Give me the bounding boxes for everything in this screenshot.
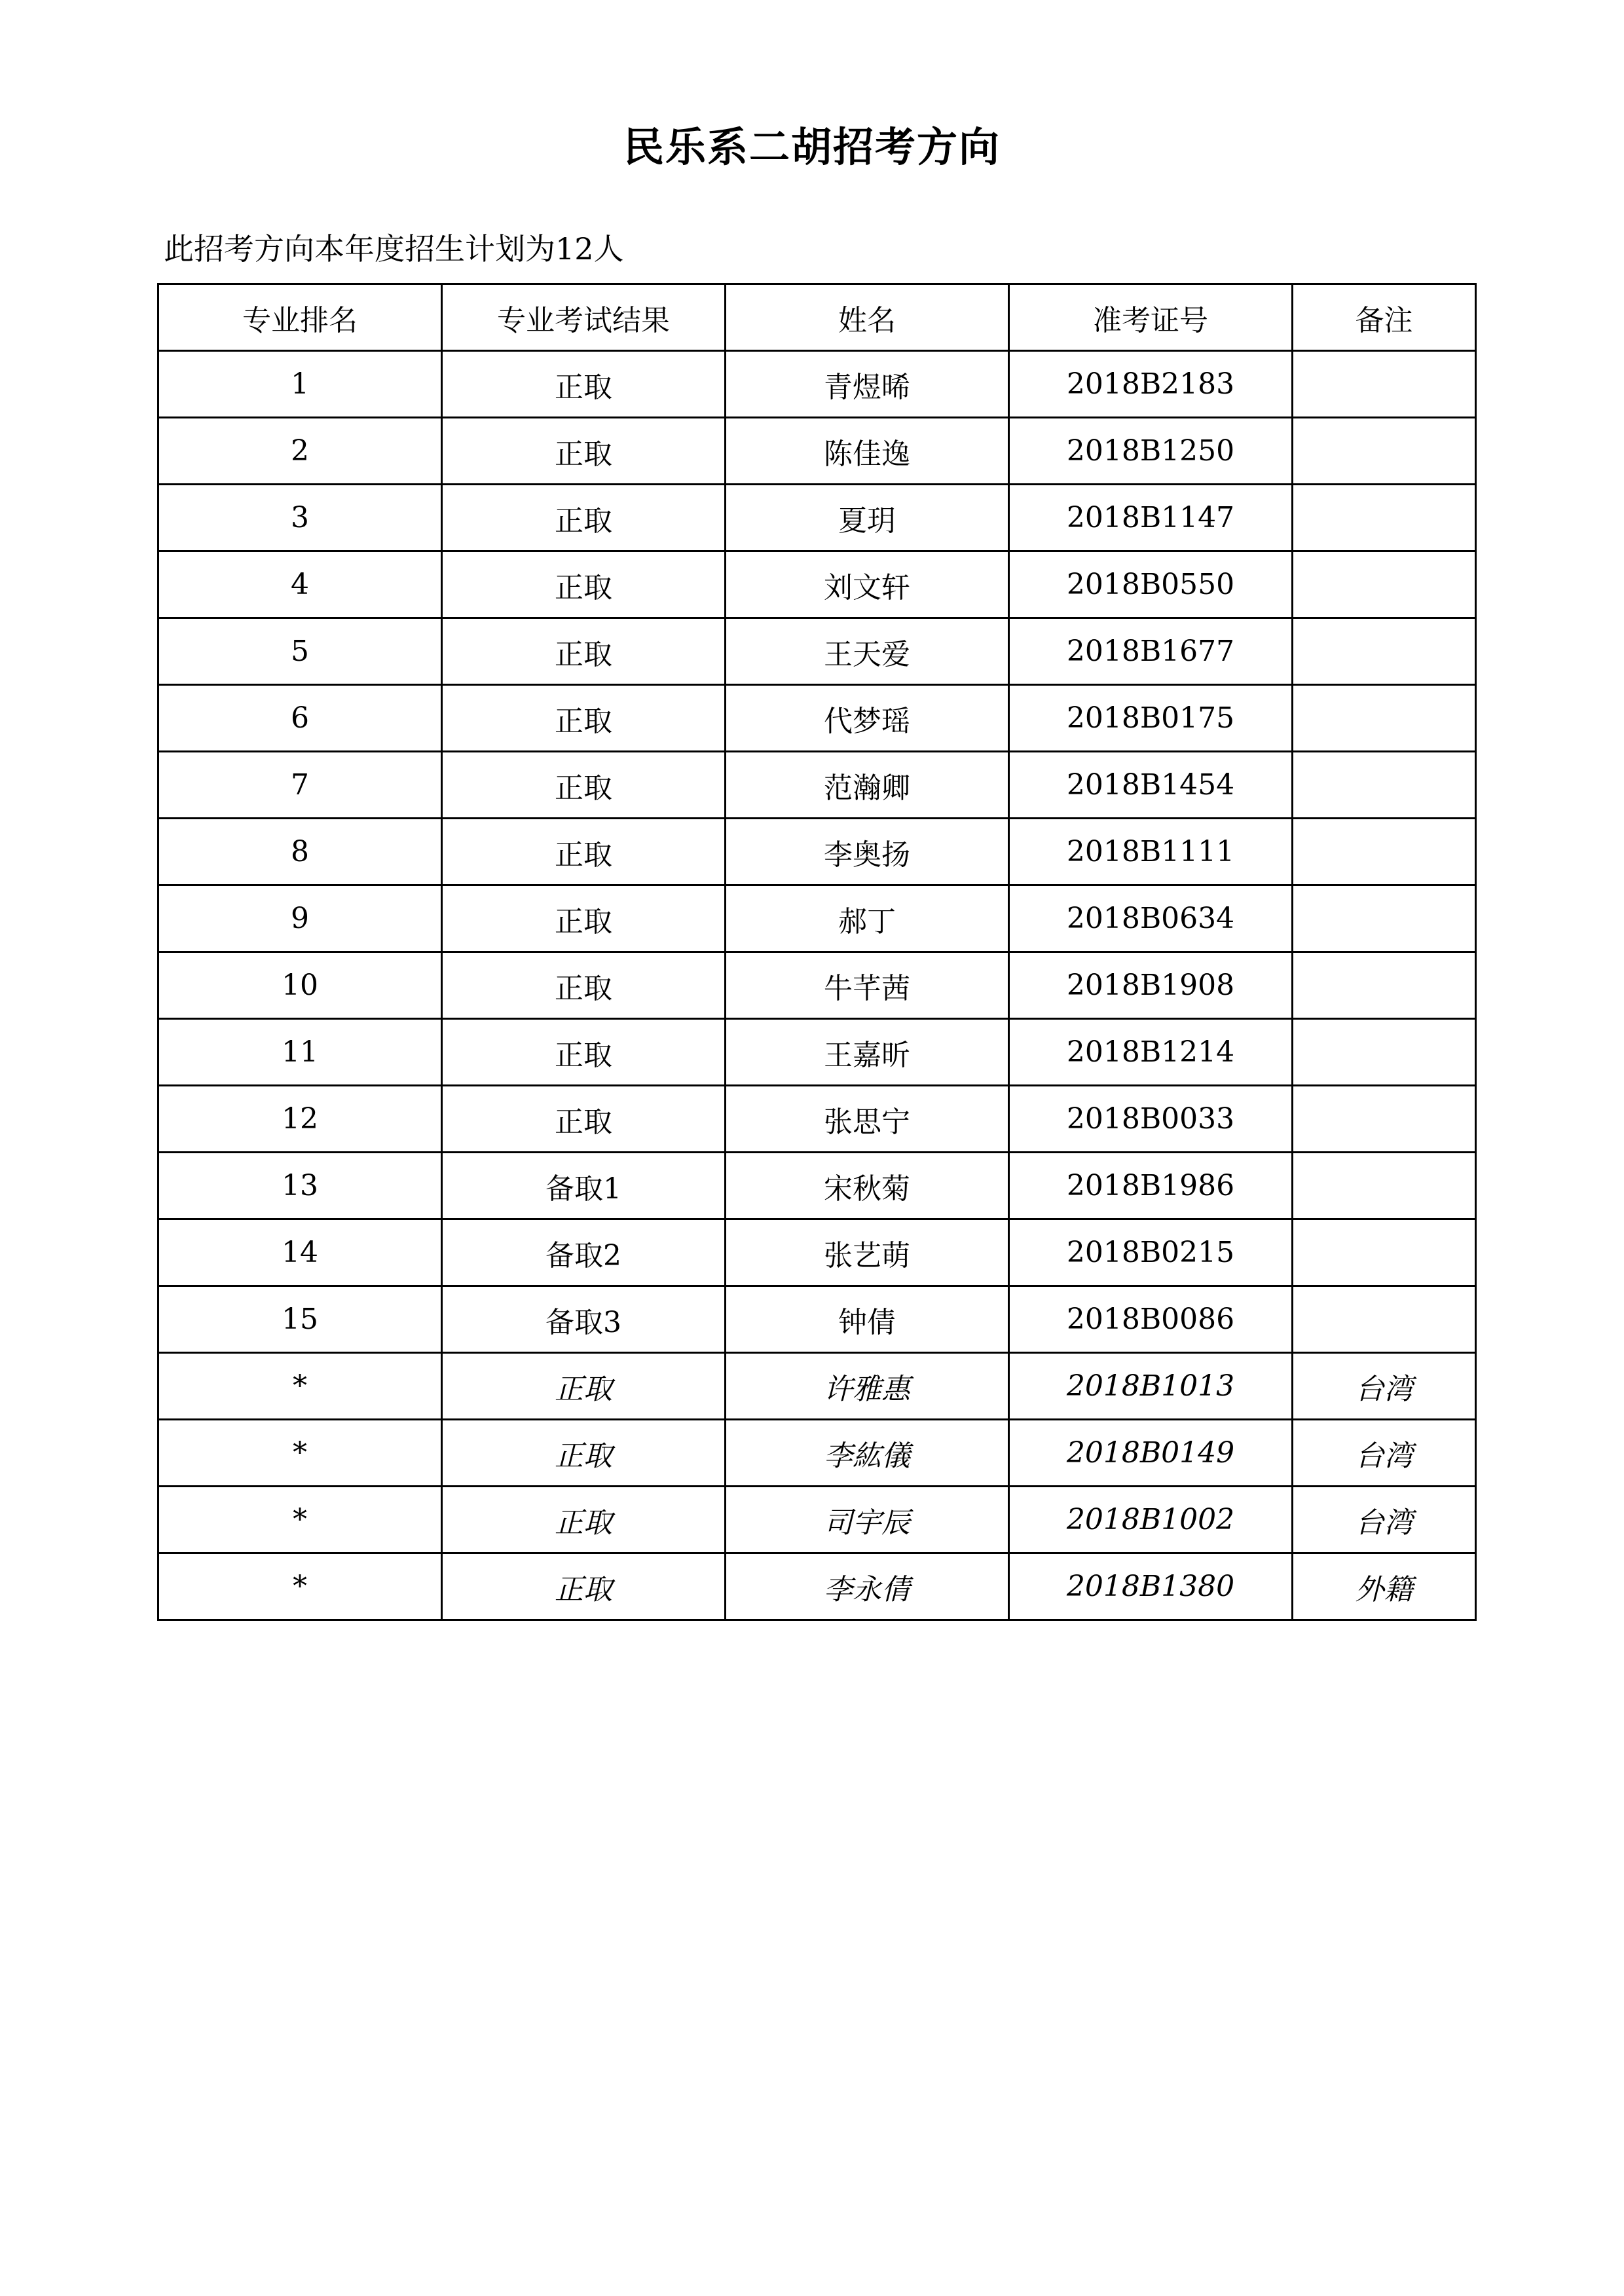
table-row — [158, 1286, 1476, 1353]
cell-ticket-number: 2018B1147 — [1009, 485, 1293, 551]
cell-result: 正取 — [442, 618, 726, 685]
cell-result: 正取 — [442, 1086, 726, 1153]
cell-rank: * — [158, 1353, 442, 1420]
cell-result: 正取 — [442, 1420, 726, 1487]
table-body — [158, 351, 1476, 1620]
cell-ticket-number: 2018B0215 — [1009, 1219, 1293, 1286]
cell-name: 司宇辰 — [726, 1487, 1009, 1553]
table-row — [158, 819, 1476, 885]
cell-rank: * — [158, 1553, 442, 1620]
cell-rank: 9 — [158, 885, 442, 952]
cell-name: 陈佳逸 — [726, 418, 1009, 485]
cell-name: 宋秋菊 — [726, 1153, 1009, 1219]
cell-result: 正取 — [442, 1553, 726, 1620]
enrollment-plan-note: 此招考方向本年度招生计划为12人 — [164, 231, 624, 267]
cell-result: 正取 — [442, 685, 726, 752]
cell-rank: 7 — [158, 752, 442, 819]
cell-rank: 12 — [158, 1086, 442, 1153]
cell-result: 正取 — [442, 952, 726, 1019]
cell-name: 张艺萌 — [726, 1219, 1009, 1286]
cell-name: 代梦瑶 — [726, 685, 1009, 752]
header-result: 专业考试结果 — [442, 284, 726, 351]
cell-result: 正取 — [442, 551, 726, 618]
cell-remarks — [1293, 1286, 1476, 1353]
cell-result: 备取3 — [442, 1286, 726, 1353]
table-row — [158, 418, 1476, 485]
header-remarks: 备注 — [1293, 284, 1476, 351]
cell-result: 正取 — [442, 885, 726, 952]
table-row — [158, 752, 1476, 819]
table-row — [158, 1420, 1476, 1487]
cell-ticket-number: 2018B1986 — [1009, 1153, 1293, 1219]
cell-ticket-number: 2018B1002 — [1009, 1487, 1293, 1553]
cell-rank: 2 — [158, 418, 442, 485]
cell-result: 备取2 — [442, 1219, 726, 1286]
cell-name: 郝丁 — [726, 885, 1009, 952]
cell-ticket-number: 2018B1013 — [1009, 1353, 1293, 1420]
cell-name: 青煜晞 — [726, 351, 1009, 418]
cell-remarks — [1293, 1019, 1476, 1086]
table-row — [158, 885, 1476, 952]
cell-rank: 15 — [158, 1286, 442, 1353]
cell-remarks — [1293, 618, 1476, 685]
cell-result: 正取 — [442, 1019, 726, 1086]
cell-name: 李永倩 — [726, 1553, 1009, 1620]
table-header-row — [158, 284, 1476, 351]
cell-remarks: 台湾 — [1293, 1353, 1476, 1420]
cell-ticket-number: 2018B0149 — [1009, 1420, 1293, 1487]
cell-remarks — [1293, 1153, 1476, 1219]
table-row — [158, 1353, 1476, 1420]
cell-name: 牛芊茜 — [726, 952, 1009, 1019]
table-row — [158, 551, 1476, 618]
cell-remarks: 台湾 — [1293, 1487, 1476, 1553]
table-row — [158, 485, 1476, 551]
cell-name: 许雅惠 — [726, 1353, 1009, 1420]
cell-result: 正取 — [442, 485, 726, 551]
cell-rank: 11 — [158, 1019, 442, 1086]
header-ticket-number: 准考证号 — [1009, 284, 1293, 351]
cell-remarks — [1293, 819, 1476, 885]
cell-ticket-number: 2018B0033 — [1009, 1086, 1293, 1153]
cell-rank: * — [158, 1487, 442, 1553]
cell-ticket-number: 2018B1250 — [1009, 418, 1293, 485]
cell-name: 李奥扬 — [726, 819, 1009, 885]
cell-rank: 8 — [158, 819, 442, 885]
cell-rank: 5 — [158, 618, 442, 685]
page-title: 民乐系二胡招考方向 — [623, 123, 1001, 171]
cell-ticket-number: 2018B2183 — [1009, 351, 1293, 418]
header-name: 姓名 — [726, 284, 1009, 351]
table-row — [158, 1553, 1476, 1620]
cell-remarks — [1293, 752, 1476, 819]
table-row — [158, 618, 1476, 685]
cell-ticket-number: 2018B1677 — [1009, 618, 1293, 685]
cell-rank: 13 — [158, 1153, 442, 1219]
table-row — [158, 685, 1476, 752]
cell-remarks: 台湾 — [1293, 1420, 1476, 1487]
cell-rank: * — [158, 1420, 442, 1487]
cell-remarks — [1293, 952, 1476, 1019]
cell-name: 范瀚卿 — [726, 752, 1009, 819]
cell-ticket-number: 2018B0550 — [1009, 551, 1293, 618]
cell-name: 刘文轩 — [726, 551, 1009, 618]
cell-name: 李紘儀 — [726, 1420, 1009, 1487]
header-rank: 专业排名 — [158, 284, 442, 351]
cell-remarks: 外籍 — [1293, 1553, 1476, 1620]
cell-ticket-number: 2018B1908 — [1009, 952, 1293, 1019]
cell-ticket-number: 2018B1214 — [1009, 1019, 1293, 1086]
cell-remarks — [1293, 1219, 1476, 1286]
cell-name: 王嘉昕 — [726, 1019, 1009, 1086]
table-row — [158, 952, 1476, 1019]
cell-remarks — [1293, 885, 1476, 952]
admission-results-table — [157, 283, 1477, 1621]
cell-name: 钟倩 — [726, 1286, 1009, 1353]
cell-remarks — [1293, 685, 1476, 752]
cell-remarks — [1293, 1086, 1476, 1153]
cell-rank: 3 — [158, 485, 442, 551]
table-row — [158, 1153, 1476, 1219]
cell-result: 正取 — [442, 351, 726, 418]
cell-rank: 14 — [158, 1219, 442, 1286]
cell-name: 张思宁 — [726, 1086, 1009, 1153]
cell-remarks — [1293, 351, 1476, 418]
cell-rank: 6 — [158, 685, 442, 752]
table-row — [158, 1019, 1476, 1086]
cell-result: 正取 — [442, 418, 726, 485]
cell-remarks — [1293, 551, 1476, 618]
cell-ticket-number: 2018B1454 — [1009, 752, 1293, 819]
cell-ticket-number: 2018B1380 — [1009, 1553, 1293, 1620]
cell-name: 夏玥 — [726, 485, 1009, 551]
cell-ticket-number: 2018B0086 — [1009, 1286, 1293, 1353]
cell-result: 正取 — [442, 1487, 726, 1553]
cell-remarks — [1293, 418, 1476, 485]
cell-ticket-number: 2018B0634 — [1009, 885, 1293, 952]
table-row — [158, 1219, 1476, 1286]
cell-result: 备取1 — [442, 1153, 726, 1219]
table-row — [158, 1086, 1476, 1153]
cell-result: 正取 — [442, 1353, 726, 1420]
cell-result: 正取 — [442, 819, 726, 885]
cell-rank: 10 — [158, 952, 442, 1019]
cell-rank: 4 — [158, 551, 442, 618]
cell-ticket-number: 2018B1111 — [1009, 819, 1293, 885]
cell-ticket-number: 2018B0175 — [1009, 685, 1293, 752]
table-row — [158, 1487, 1476, 1553]
cell-rank: 1 — [158, 351, 442, 418]
cell-name: 王天爱 — [726, 618, 1009, 685]
cell-result: 正取 — [442, 752, 726, 819]
table-row — [158, 351, 1476, 418]
cell-remarks — [1293, 485, 1476, 551]
